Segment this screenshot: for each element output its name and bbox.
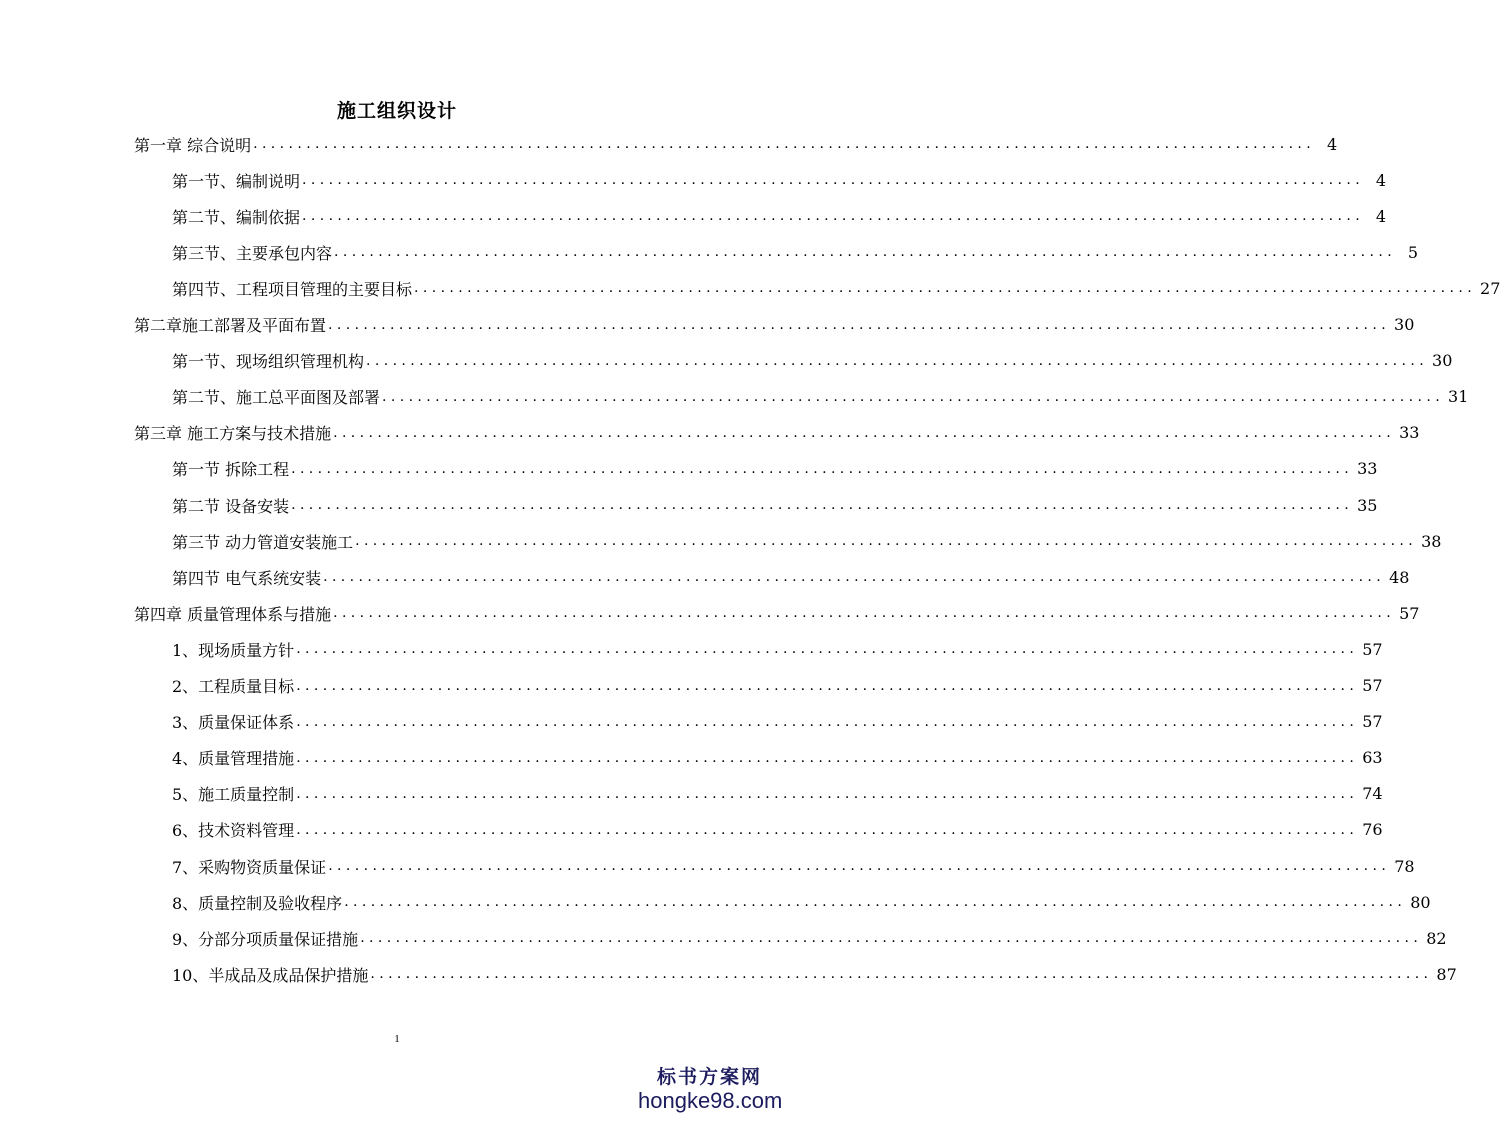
toc-section-row[interactable] bbox=[172, 166, 1387, 194]
toc-entry-title: 3、质量保证体系 bbox=[172, 713, 295, 733]
toc-dot-leader: ........................................................................................................................ bbox=[382, 388, 1445, 405]
toc-section-row[interactable] bbox=[172, 527, 1442, 555]
toc-dot-leader: ........................................................................................................................ bbox=[328, 858, 1391, 874]
toc-page-number: 76 bbox=[1362, 820, 1383, 840]
toc-dot-leader: ........................................................................................................................ bbox=[323, 569, 1386, 586]
toc-entry-title: 第三节、主要承包内容 bbox=[172, 243, 333, 263]
toc-page-number: 4 bbox=[1375, 206, 1387, 226]
toc-entry-title: 5、施工质量控制 bbox=[172, 785, 295, 805]
watermark-cn-text: 标书方案网 bbox=[656, 1066, 762, 1088]
toc-page-number: 4 bbox=[1375, 170, 1387, 190]
toc-section-row[interactable] bbox=[172, 238, 1419, 266]
toc-dot-leader: ........................................................................................................................ bbox=[360, 930, 1423, 947]
toc-dot-leader: ........................................................................................................................ bbox=[291, 497, 1354, 513]
toc-dot-leader: ........................................................................................................................ bbox=[333, 424, 1396, 441]
toc-page-number: 82 bbox=[1426, 928, 1447, 948]
toc-entry-title: 第二节、编制依据 bbox=[172, 207, 301, 227]
toc-dot-leader: ........................................................................................................................ bbox=[302, 208, 1365, 225]
toc-page-number: 63 bbox=[1362, 748, 1383, 768]
toc-section-row[interactable] bbox=[172, 347, 1453, 375]
toc-entry-title: 第三章 施工方案与技术措施 bbox=[134, 424, 332, 444]
toc-chapter-row[interactable] bbox=[134, 311, 1415, 339]
page-title: 施工组织设计 bbox=[336, 100, 457, 122]
toc-page-number: 5 bbox=[1407, 242, 1419, 262]
toc-page-number: 35 bbox=[1357, 495, 1378, 515]
toc-section-row[interactable] bbox=[172, 852, 1415, 880]
toc-entry-title: 第二节、施工总平面图及部署 bbox=[172, 388, 381, 408]
toc-entry-title: 9、分部分项质量保证措施 bbox=[172, 929, 359, 949]
toc-page-number: 31 bbox=[1448, 387, 1469, 407]
toc-section-row[interactable] bbox=[172, 202, 1387, 230]
toc-section-row[interactable] bbox=[172, 744, 1383, 772]
toc-section-row[interactable] bbox=[172, 383, 1469, 411]
toc-section-row[interactable] bbox=[172, 491, 1378, 519]
toc-entry-title: 10、半成品及成品保护措施 bbox=[172, 965, 369, 985]
toc-section-row[interactable] bbox=[172, 816, 1383, 844]
toc-dot-leader: ........................................................................................................................ bbox=[302, 172, 1365, 189]
toc-entry-title: 1、现场质量方针 bbox=[172, 640, 295, 660]
toc-dot-leader: ........................................................................................................................ bbox=[296, 785, 1359, 802]
toc-dot-leader: ........................................................................................................................ bbox=[291, 460, 1354, 477]
toc-page-number: 87 bbox=[1436, 964, 1457, 984]
toc-section-row[interactable] bbox=[172, 780, 1383, 808]
page-number: 1 bbox=[394, 1033, 400, 1045]
toc-chapter-row[interactable] bbox=[134, 419, 1420, 447]
toc-entry-title: 8、质量控制及验收程序 bbox=[172, 893, 343, 913]
toc-page-number: 57 bbox=[1362, 712, 1383, 732]
toc-section-row[interactable] bbox=[172, 672, 1383, 700]
toc-entry-title: 6、技术资料管理 bbox=[172, 821, 295, 841]
toc-section-row[interactable] bbox=[172, 708, 1383, 736]
toc-page-number: 4 bbox=[1326, 134, 1338, 154]
toc-dot-leader: ........................................................................................................................ bbox=[296, 641, 1359, 658]
toc-dot-leader: ........................................................................................................................ bbox=[296, 749, 1359, 766]
toc-page-number: 78 bbox=[1394, 856, 1415, 876]
toc-entry-title: 2、工程质量目标 bbox=[172, 677, 295, 696]
toc-page-number: 30 bbox=[1432, 351, 1453, 371]
toc-entry-title: 第一章 综合说明 bbox=[134, 135, 252, 155]
toc-entry-title: 4、质量管理措施 bbox=[172, 749, 295, 769]
toc-section-row[interactable] bbox=[172, 924, 1447, 952]
toc-dot-leader: ........................................................................................................................ bbox=[296, 821, 1359, 838]
toc-dot-leader: ........................................................................................................................ bbox=[328, 316, 1391, 333]
toc-entry-title: 第二节 设备安装 bbox=[172, 496, 290, 516]
toc-dot-leader: ........................................................................................................................ bbox=[333, 605, 1396, 622]
toc-entry-title: 第一节 拆除工程 bbox=[172, 460, 290, 480]
toc-page-number: 48 bbox=[1389, 567, 1410, 587]
toc-dot-leader: ........................................................................................................................ bbox=[296, 713, 1359, 730]
toc-dot-leader: ........................................................................................................................ bbox=[366, 352, 1429, 369]
toc-dot-leader: ........................................................................................................................ bbox=[253, 136, 1316, 152]
toc-dot-leader: ........................................................................................................................ bbox=[344, 894, 1407, 911]
toc-section-row[interactable] bbox=[172, 960, 1457, 988]
toc-page-number: 57 bbox=[1399, 603, 1420, 623]
toc-chapter-row[interactable] bbox=[134, 599, 1420, 627]
toc-entry-title: 第一节、现场组织管理机构 bbox=[172, 352, 365, 372]
toc-section-row[interactable] bbox=[172, 888, 1431, 916]
toc-dot-leader: ........................................................................................................................ bbox=[414, 280, 1477, 297]
toc-entry-title: 第一节、编制说明 bbox=[172, 171, 301, 191]
toc-dot-leader: ........................................................................................................................ bbox=[370, 966, 1433, 983]
toc-page-number: 80 bbox=[1410, 892, 1431, 912]
toc-entry-title: 7、采购物资质量保证 bbox=[172, 857, 327, 877]
watermark-url-text: hongke98.com bbox=[638, 1088, 783, 1113]
toc-section-row[interactable] bbox=[172, 455, 1378, 483]
toc-section-row[interactable] bbox=[172, 635, 1383, 663]
site-watermark bbox=[638, 1066, 783, 1114]
toc-entry-title: 第三节 动力管道安装施工 bbox=[172, 532, 354, 552]
toc-section-row[interactable] bbox=[172, 274, 1500, 302]
toc-entry-title: 第四节、工程项目管理的主要目标 bbox=[172, 279, 413, 299]
toc-page-number: 30 bbox=[1394, 315, 1415, 334]
toc-chapter-row[interactable] bbox=[134, 130, 1338, 158]
toc-page-number: 38 bbox=[1421, 531, 1442, 551]
toc-page-number: 33 bbox=[1357, 459, 1378, 479]
toc-entry-title: 第四节 电气系统安装 bbox=[172, 568, 322, 588]
toc-dot-leader: ........................................................................................................................ bbox=[334, 244, 1397, 261]
toc-page-number: 74 bbox=[1362, 784, 1383, 804]
toc-page-number: 57 bbox=[1362, 639, 1383, 659]
toc-entry-title: 第四章 质量管理体系与措施 bbox=[134, 604, 332, 624]
toc-page-number: 33 bbox=[1399, 423, 1420, 443]
toc-dot-leader: ........................................................................................................................ bbox=[355, 533, 1418, 550]
toc-dot-leader: ........................................................................................................................ bbox=[296, 677, 1359, 694]
toc-page-number: 27 bbox=[1480, 278, 1500, 298]
toc-section-row[interactable] bbox=[172, 563, 1410, 591]
toc-entry-title: 第二章施工部署及平面布置 bbox=[134, 316, 327, 335]
toc-page-number: 57 bbox=[1362, 676, 1383, 695]
